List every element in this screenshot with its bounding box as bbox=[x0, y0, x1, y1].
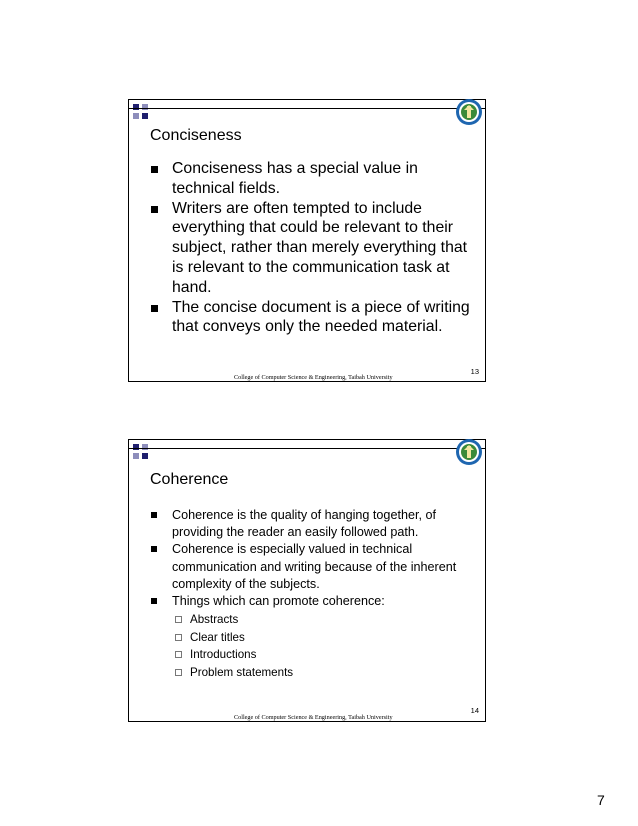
university-logo-icon bbox=[455, 98, 483, 126]
slide-title: Conciseness bbox=[150, 127, 242, 144]
sub-bullet-item: Problem statements bbox=[172, 664, 471, 682]
sub-bullet-list bbox=[172, 611, 471, 681]
bullet-item: Things which can promote coherence: bbox=[141, 593, 471, 610]
bullet-item: Coherence is especially valued in technical communication and writing because of the inherent complexity of the subjects. bbox=[141, 541, 471, 593]
slide-footer: College of Computer Science & Engineering, Taibah University bbox=[234, 714, 393, 721]
header-rule bbox=[129, 108, 485, 109]
bullet-list bbox=[141, 159, 471, 337]
slide-number: 14 bbox=[470, 706, 479, 715]
header-rule bbox=[129, 448, 485, 449]
bullet-item: Coherence is the quality of hanging together, of providing the reader an easily followed path. bbox=[141, 507, 471, 541]
sub-bullet-group bbox=[141, 611, 471, 681]
slide-14 bbox=[128, 439, 486, 722]
bullet-list bbox=[141, 507, 471, 682]
sub-bullet-item: Introductions bbox=[172, 646, 471, 664]
slide-title: Coherence bbox=[150, 471, 229, 488]
bullet-item: Conciseness has a special value in technical fields. bbox=[141, 159, 471, 199]
square-grid-icon bbox=[133, 444, 163, 460]
bullet-item: Writers are often tempted to include everything that could be relevant to their subject, rather than merely everything that is relevant to the communication task at hand. bbox=[141, 199, 471, 298]
bullet-item: The concise document is a piece of writing that conveys only the needed material. bbox=[141, 298, 471, 338]
sub-bullet-item: Clear titles bbox=[172, 629, 471, 647]
page-number: 7 bbox=[597, 792, 605, 808]
slide-footer: College of Computer Science & Engineering, Taibah University bbox=[234, 374, 393, 381]
slide-13 bbox=[128, 99, 486, 382]
square-grid-icon bbox=[133, 104, 163, 120]
sub-bullet-item: Abstracts bbox=[172, 611, 471, 629]
university-logo-icon bbox=[455, 438, 483, 466]
slide-number: 13 bbox=[470, 367, 479, 376]
